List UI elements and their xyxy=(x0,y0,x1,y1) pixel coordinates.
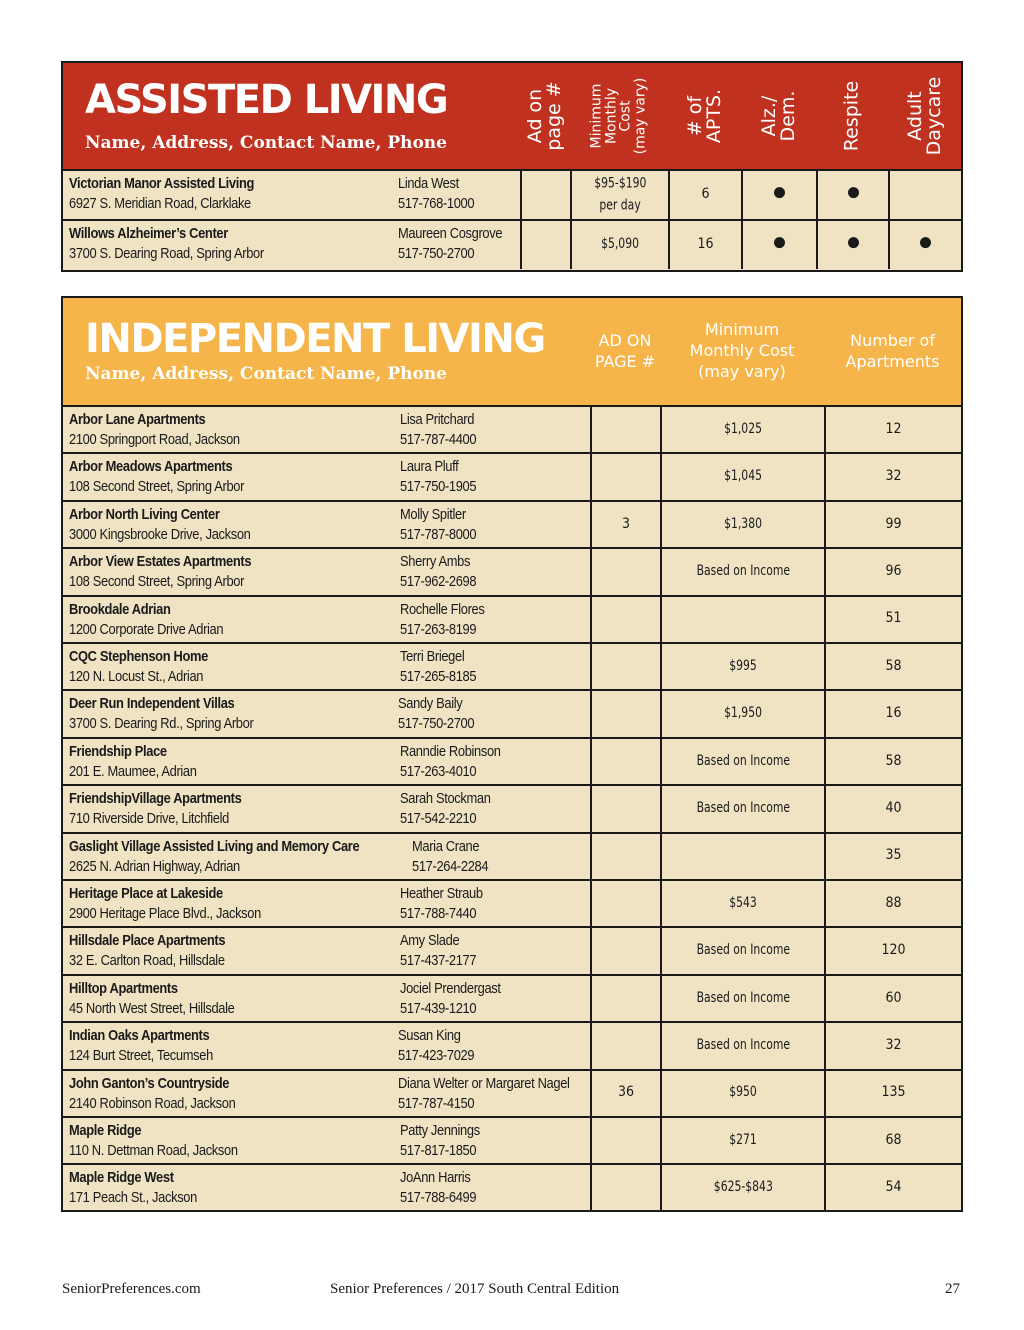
contact-phone: 517-788-6499 xyxy=(400,1189,477,1207)
facility-name: Arbor Meadows Apartments xyxy=(69,458,233,476)
contact-phone: 517-265-8185 xyxy=(400,668,477,685)
table-row xyxy=(63,595,961,643)
facility-address: 3700 S. Dearing Road, Spring Arbor xyxy=(69,245,264,262)
assisted-living-table xyxy=(61,61,963,272)
footer-website: SeniorPreferences.com xyxy=(62,1281,201,1297)
facility-name: CQC Stephenson Home xyxy=(69,648,208,665)
cost-cell: Based on Income xyxy=(660,976,824,1022)
contact-name: Patty Jennings xyxy=(400,1122,480,1139)
contact-phone: 517-750-2700 xyxy=(398,715,475,733)
facility-address: 2900 Heritage Place Blvd., Jackson xyxy=(69,905,261,922)
facility-name: Hillsdale Place Apartments xyxy=(69,932,226,950)
apartments-cell: 32 xyxy=(824,1023,961,1069)
table-row xyxy=(63,879,961,927)
independent-living-header xyxy=(63,298,961,405)
footer-edition: Senior Preferences / 2017 South Central Edition xyxy=(330,1281,620,1297)
table-row xyxy=(63,737,961,785)
facility-name: Brookdale Adrian xyxy=(69,600,171,618)
col-header-daycare xyxy=(888,63,961,169)
col-header-ad-page xyxy=(520,63,570,169)
facility-address: 2100 Springport Road, Jackson xyxy=(69,431,240,448)
contact-phone: 517-439-1210 xyxy=(400,999,477,1017)
contact-name: Maureen Cosgrove xyxy=(398,225,503,242)
ad-page-cell xyxy=(590,1118,660,1164)
facility-address: 120 N. Locust St., Adrian xyxy=(69,668,204,685)
facility-address: 3700 S. Dearing Rd., Spring Arbor xyxy=(69,715,254,733)
facility-name: Hilltop Apartments xyxy=(69,979,178,997)
apartments-cell: 68 xyxy=(824,1118,961,1164)
facility-address: 45 North West Street, Hillsdale xyxy=(69,999,235,1017)
apartments-cell: 96 xyxy=(824,549,961,595)
table-row xyxy=(63,974,961,1022)
ad-page-cell xyxy=(590,691,660,737)
col-header-ad-page-label: Ad on page # xyxy=(524,81,565,151)
cost-cell: Based on Income xyxy=(660,739,824,785)
table-row xyxy=(63,1069,961,1117)
contact-name: Lisa Pritchard xyxy=(400,411,475,428)
table-row xyxy=(63,452,961,500)
facility-address: 108 Second Street, Spring Arbor xyxy=(69,478,245,496)
facility-name: Deer Run Independent Villas xyxy=(69,695,235,713)
cost-cell: Based on Income xyxy=(660,928,824,974)
apartments-cell: 35 xyxy=(824,834,961,880)
table-row xyxy=(63,926,961,974)
independent-living-table xyxy=(61,296,963,1212)
facility-name: Willows Alzheimer’s Center xyxy=(69,225,228,242)
ad-page-cell xyxy=(590,976,660,1022)
cost-cell: Based on Income xyxy=(660,1023,824,1069)
facility-name: Friendship Place xyxy=(69,742,167,760)
ad-page-cell xyxy=(590,549,660,595)
ad-page-cell xyxy=(590,786,660,832)
ad-page-cell xyxy=(590,739,660,785)
cost-cell xyxy=(660,597,824,643)
cost-cell: $5,090 xyxy=(570,221,668,269)
contact-phone: 517-787-8000 xyxy=(400,525,477,543)
contact-name: Sarah Stockman xyxy=(400,790,491,808)
respite-cell xyxy=(816,221,888,269)
contact-name: Terri Briegel xyxy=(400,648,465,665)
contact-name: Diana Welter or Margaret Nagel xyxy=(398,1074,570,1092)
contact-phone: 517-962-2698 xyxy=(400,573,477,591)
col-header-apts-label: # of APTS. xyxy=(683,88,725,144)
cost-cell: $950 xyxy=(660,1071,824,1117)
contact-phone: 517-817-1850 xyxy=(400,1142,477,1159)
contact-name: Sherry Ambs xyxy=(400,553,471,571)
ad-page-cell xyxy=(590,928,660,974)
ad-page-cell xyxy=(590,407,660,453)
table-row xyxy=(63,1163,961,1211)
alz-cell xyxy=(741,221,816,269)
col-header-ad-page: AD ON PAGE # xyxy=(594,330,656,371)
contact-phone: 517-750-1905 xyxy=(400,478,477,496)
table-row xyxy=(63,689,961,737)
facility-address: 108 Second Street, Spring Arbor xyxy=(69,573,245,591)
table-row xyxy=(63,219,961,269)
contact-name: Jociel Prendergast xyxy=(400,979,501,997)
cost-cell xyxy=(660,834,824,880)
apts-cell: 6 xyxy=(668,171,741,219)
apartments-cell: 58 xyxy=(824,644,961,690)
contact-phone: 517-423-7029 xyxy=(398,1047,475,1065)
contact-phone: 517-263-8199 xyxy=(400,620,477,638)
facility-address: 2140 Robinson Road, Jackson xyxy=(69,1094,236,1112)
cost-cell: $1,380 xyxy=(660,502,824,548)
facility-name: Arbor North Living Center xyxy=(69,505,220,523)
contact-phone: 517-542-2210 xyxy=(400,810,477,828)
facility-address: 32 E. Carlton Road, Hillsdale xyxy=(69,952,225,970)
facility-address: 6927 S. Meridian Road, Clarklake xyxy=(69,195,251,212)
bullet-icon xyxy=(774,237,785,248)
col-header-respite-label: Respite xyxy=(840,80,863,152)
contact-name: Maria Crane xyxy=(412,837,480,855)
facility-name: FriendshipVillage Apartments xyxy=(69,790,242,808)
alz-cell xyxy=(741,171,816,219)
facility-name: Heritage Place at Lakeside xyxy=(69,885,223,902)
bullet-icon xyxy=(848,237,859,248)
apartments-cell: 16 xyxy=(824,691,961,737)
apartments-cell: 40 xyxy=(824,786,961,832)
assisted-living-title: ASSISTED LIVING xyxy=(85,77,448,123)
cost-cell: $1,950 xyxy=(660,691,824,737)
contact-name: Sandy Baily xyxy=(398,695,463,713)
contact-name: Laura Pluff xyxy=(400,458,459,476)
facility-address: 2625 N. Adrian Highway, Adrian xyxy=(69,857,240,875)
apartments-cell: 135 xyxy=(824,1071,961,1117)
table-row xyxy=(63,1021,961,1069)
cost-cell: Based on Income xyxy=(660,786,824,832)
cost-cell: $995 xyxy=(660,644,824,690)
cost-cell: $271 xyxy=(660,1118,824,1164)
ad-page-cell xyxy=(590,454,660,500)
contact-name: Ranndie Robinson xyxy=(400,742,501,760)
ad-page-cell xyxy=(590,834,660,880)
col-header-apartments: Number of Apartments xyxy=(845,330,940,371)
table-row xyxy=(63,784,961,832)
facility-address: 201 E. Maumee, Adrian xyxy=(69,762,197,780)
col-header-alz xyxy=(741,63,816,169)
cost-cell: $543 xyxy=(660,881,824,927)
contact-phone: 517-263-4010 xyxy=(400,762,477,780)
apartments-cell: 51 xyxy=(824,597,961,643)
cost-cell: $1,025 xyxy=(660,407,824,453)
col-header-min-cost xyxy=(570,63,668,169)
facility-name: Arbor View Estates Apartments xyxy=(69,553,252,571)
table-row xyxy=(63,169,961,219)
apartments-cell: 88 xyxy=(824,881,961,927)
facility-name: John Ganton’s Countryside xyxy=(69,1074,230,1092)
apartments-cell: 120 xyxy=(824,928,961,974)
apartments-cell: 54 xyxy=(824,1165,961,1211)
facility-address: 124 Burt Street, Tecumseh xyxy=(69,1047,213,1065)
facility-address: 110 N. Dettman Road, Jackson xyxy=(69,1142,238,1159)
contact-phone: 517-750-2700 xyxy=(398,245,475,262)
assisted-living-header xyxy=(63,63,961,169)
apartments-cell: 60 xyxy=(824,976,961,1022)
contact-name: Susan King xyxy=(398,1027,461,1045)
table-row xyxy=(63,642,961,690)
facility-address: 171 Peach St., Jackson xyxy=(69,1189,197,1207)
bullet-icon xyxy=(920,237,931,248)
facility-address: 710 Riverside Drive, Litchfield xyxy=(69,810,229,828)
ad-page-cell: 36 xyxy=(590,1071,660,1117)
contact-name: Linda West xyxy=(398,175,459,192)
ad-page-cell xyxy=(520,221,570,269)
ad-page-cell xyxy=(590,597,660,643)
facility-name: Gaslight Village Assisted Living and Memory Care xyxy=(69,837,360,855)
ad-page-cell xyxy=(590,881,660,927)
contact-name: Rochelle Flores xyxy=(400,600,485,618)
facility-name: Indian Oaks Apartments xyxy=(69,1027,210,1045)
daycare-cell xyxy=(888,171,961,219)
cost-cell: $625-$843 xyxy=(660,1165,824,1211)
facility-name: Arbor Lane Apartments xyxy=(69,411,206,428)
assisted-living-subtitle: Name, Address, Contact Name, Phone xyxy=(85,133,447,153)
facility-address: 1200 Corporate Drive Adrian xyxy=(69,620,224,638)
apartments-cell: 12 xyxy=(824,407,961,453)
table-row xyxy=(63,500,961,548)
respite-cell xyxy=(816,171,888,219)
ad-page-cell: 3 xyxy=(590,502,660,548)
facility-name: Maple Ridge xyxy=(69,1122,142,1139)
cost-cell: $1,045 xyxy=(660,454,824,500)
facility-name: Maple Ridge West xyxy=(69,1169,174,1187)
cost-cell: $95-$190 per day xyxy=(570,171,668,219)
apartments-cell: 58 xyxy=(824,739,961,785)
independent-living-title: INDEPENDENT LIVING xyxy=(85,316,545,362)
ad-page-cell xyxy=(590,644,660,690)
independent-living-subtitle: Name, Address, Contact Name, Phone xyxy=(85,364,447,384)
contact-phone: 517-264-2284 xyxy=(412,857,489,875)
col-header-respite xyxy=(816,63,888,169)
contact-name: JoAnn Harris xyxy=(400,1169,471,1187)
ad-page-cell xyxy=(520,171,570,219)
cost-cell: Based on Income xyxy=(660,549,824,595)
col-header-daycare-label: Adult Daycare xyxy=(903,76,945,156)
apts-cell: 16 xyxy=(668,221,741,269)
contact-name: Amy Slade xyxy=(400,932,460,950)
col-header-alz-label: Alz./ Dem. xyxy=(757,90,799,142)
facility-address: 3000 Kingsbrooke Drive, Jackson xyxy=(69,525,251,543)
table-row xyxy=(63,547,961,595)
table-row xyxy=(63,405,961,453)
col-header-min-cost-label: Minimum Monthly Cost (may vary) xyxy=(588,77,649,155)
daycare-cell xyxy=(888,221,961,269)
table-row xyxy=(63,1116,961,1164)
contact-phone: 517-788-7440 xyxy=(400,905,477,922)
ad-page-cell xyxy=(590,1165,660,1211)
contact-phone: 517-768-1000 xyxy=(398,195,475,212)
table-row xyxy=(63,832,961,880)
facility-name: Victorian Manor Assisted Living xyxy=(69,175,255,192)
contact-phone: 517-787-4400 xyxy=(400,431,477,448)
contact-phone: 517-787-4150 xyxy=(398,1094,475,1112)
bullet-icon xyxy=(848,187,859,198)
bullet-icon xyxy=(774,187,785,198)
col-header-min-cost: Minimum Monthly Cost (may vary) xyxy=(689,320,795,381)
apartments-cell: 32 xyxy=(824,454,961,500)
contact-phone: 517-437-2177 xyxy=(400,952,477,970)
contact-name: Heather Straub xyxy=(400,885,483,902)
ad-page-cell xyxy=(590,1023,660,1069)
col-header-apts xyxy=(668,63,741,169)
contact-name: Molly Spitler xyxy=(400,505,466,523)
footer-page-number: 27 xyxy=(945,1281,960,1297)
apartments-cell: 99 xyxy=(824,502,961,548)
